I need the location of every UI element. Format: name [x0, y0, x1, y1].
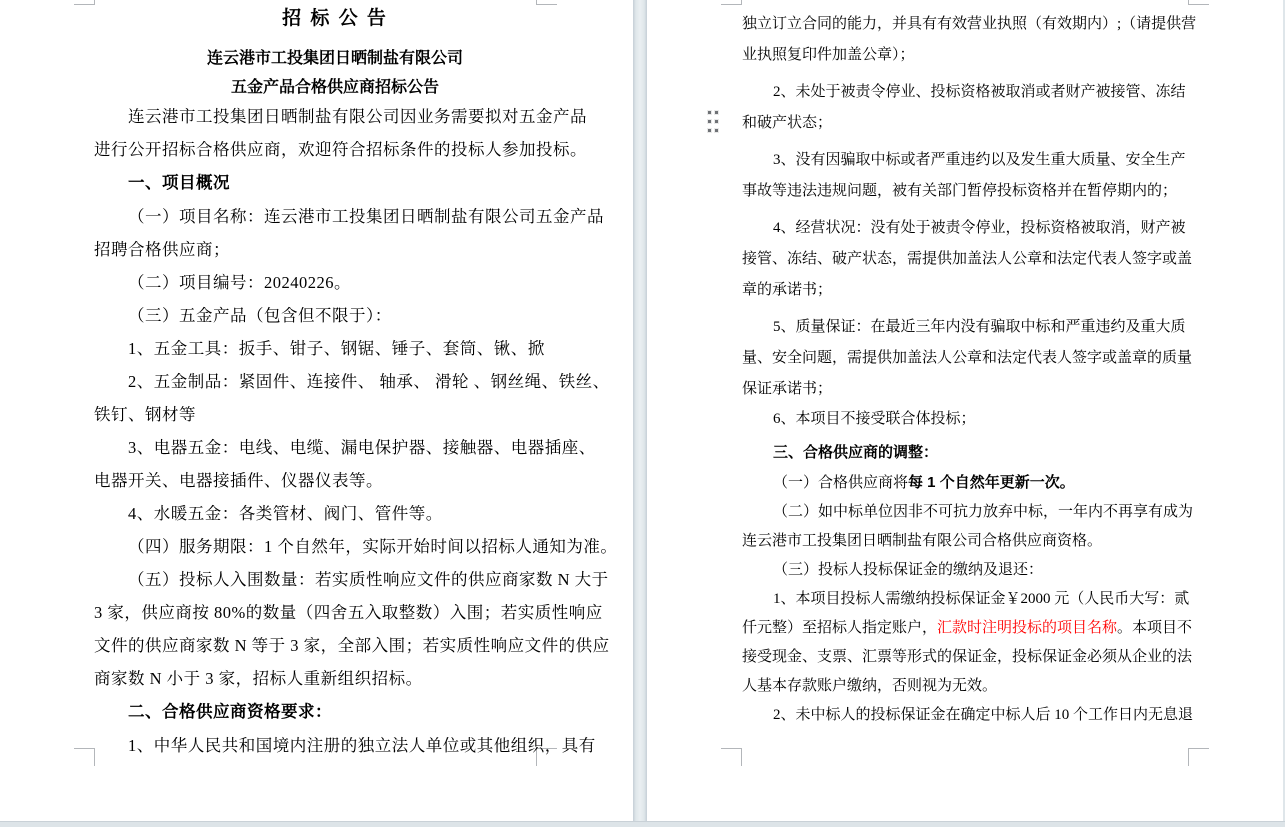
doc-line	[94, 695, 576, 729]
doc-line	[742, 77, 1194, 108]
text-run: 招聘合格供应商；	[94, 240, 230, 259]
paragraph	[94, 530, 618, 563]
doc-line	[742, 701, 1194, 730]
document-title: 招 标 公 告	[282, 8, 388, 29]
paragraph	[94, 266, 576, 299]
text-run: 2、未处于被责令停业、投标资格被取消或者财产被接管、冻结	[773, 84, 1186, 100]
paragraph	[94, 100, 587, 166]
doc-line	[94, 233, 576, 266]
text-run: 事故等违法违规问题，被有关部门暂停投标资格并在暂停期内的；	[742, 183, 1178, 199]
text-run: 独立订立合同的能力，并具有有效营业执照（有效期内）;（请提供营	[742, 16, 1197, 32]
text-run: 接管、冻结、破产状态，需提供加盖法人公章和法定代表人签字或盖	[742, 251, 1193, 267]
drag-dot	[708, 129, 711, 132]
text-run: 人基本存款账户缴纳，否则视为无效。	[742, 678, 998, 694]
paragraph	[94, 332, 576, 365]
text-run: 业执照复印件加盖公章）；	[742, 47, 915, 63]
paragraph	[742, 585, 1194, 701]
doc-line	[742, 213, 1194, 244]
page-gap-divider	[633, 0, 647, 821]
text-run: 章的承诺书；	[742, 282, 833, 298]
workspace-bottom-edge	[0, 821, 1285, 827]
drag-dot	[708, 111, 711, 114]
doc-line	[742, 527, 1194, 556]
text-run: 3、电器五金：电线、电缆、漏电保护器、接触器、电器插座、	[128, 438, 596, 457]
doc-line	[742, 374, 1194, 405]
doc-line	[742, 438, 1194, 468]
page-2-body-lower	[742, 405, 1194, 730]
page-1[interactable]	[0, 0, 633, 821]
paragraph	[94, 166, 576, 200]
drag-dot	[708, 120, 711, 123]
paragraph	[742, 77, 1194, 139]
page-2-text-area	[742, 9, 1197, 730]
document-subtitle-project: 五金产品合格供应商招标公告	[230, 79, 439, 96]
text-run: （二）项目编号：20240226。	[128, 273, 351, 292]
bold-text-run: 二、合格供应商资格要求：	[128, 703, 332, 721]
text-run: 连云港市工投集团日晒制盐有限公司因业务需要拟对五金产品	[128, 107, 587, 126]
doc-line	[94, 166, 576, 200]
paragraph	[94, 563, 610, 695]
doc-line	[94, 662, 576, 695]
text-run: 1、中华人民共和国境内注册的独立法人单位或其他组织，具有	[128, 736, 596, 755]
highlighted-red-text: 汇款时注明投标的项目名称	[937, 620, 1118, 636]
text-run: 文件的供应商家数 N 等于 3 家，全部入围；若实质性响应文件的供应	[94, 636, 610, 655]
doc-line	[94, 200, 604, 233]
doc-line	[742, 343, 1194, 374]
doc-line	[742, 108, 1194, 139]
text-run: 4、经营状况：没有处于被责令停业，投标资格被取消，财产被	[773, 220, 1186, 236]
doc-line	[742, 9, 1197, 40]
paragraph	[94, 200, 604, 266]
text-run: 2、五金制品：紧固件、连接件、 轴承、 滑轮 、钢丝绳、铁丝、	[128, 372, 610, 391]
text-run: 商家数 N 小于 3 家，招标人重新组织招标。	[94, 669, 423, 688]
doc-line	[742, 643, 1194, 672]
page-1-body	[94, 100, 618, 762]
doc-line	[94, 100, 587, 133]
crop-mark-top-left	[74, 0, 95, 5]
page-1-text-area	[94, 0, 618, 762]
doc-line	[742, 275, 1194, 306]
text-run: （一）项目名称：连云港市工投集团日晒制盐有限公司五金产品	[128, 207, 604, 226]
doc-line	[94, 563, 609, 596]
text-run: 仟元整）至招标人指定账户，	[742, 620, 938, 636]
paragraph	[94, 729, 596, 762]
text-run: 铁钉、钢材等	[94, 405, 196, 424]
text-run: 1、本项目投标人需缴纳投标保证金￥2000 元（人民币大写：贰	[773, 591, 1190, 607]
text-run: 连云港市工投集团日晒制盐有限公司合格供应商资格。	[742, 533, 1103, 549]
doc-line	[742, 145, 1194, 176]
paragraph	[742, 438, 1194, 468]
crop-mark-top-left	[721, 0, 742, 5]
paragraph	[742, 498, 1194, 556]
doc-line	[742, 585, 1194, 614]
doc-line	[742, 244, 1194, 275]
text-run: （一）合格供应商将	[773, 475, 909, 491]
text-run: 。本项目不	[1117, 620, 1193, 636]
paragraph	[742, 312, 1194, 405]
drag-dot	[715, 120, 718, 123]
doc-line	[94, 464, 576, 497]
doc-line	[742, 498, 1194, 527]
text-run: 3、没有因骗取中标或者严重违约以及发生重大质量、安全生产	[773, 152, 1186, 168]
doc-line	[94, 497, 576, 530]
doc-line	[94, 365, 610, 398]
text-run: 6、本项目不接受联合体投标；	[773, 411, 976, 427]
doc-line	[742, 614, 1194, 643]
crop-mark-bottom-left	[721, 748, 742, 766]
text-run: （二）如中标单位因非不可抗力放弃中标，一年内不再享有成为	[773, 504, 1194, 520]
paragraph	[94, 431, 596, 497]
document-subtitle-company: 连云港市工投集团日晒制盐有限公司	[206, 50, 463, 67]
doc-line	[742, 312, 1194, 343]
doc-line	[94, 431, 596, 464]
paragraph	[94, 365, 610, 431]
paragraph	[742, 9, 1197, 71]
paragraph	[742, 556, 1194, 585]
doc-line	[94, 596, 603, 629]
paragraph	[742, 468, 1194, 498]
text-run: （四）服务期限：1 个自然年，实际开始时间以招标人通知为准。	[128, 537, 618, 556]
doc-line	[94, 530, 618, 563]
text-run: 进行公开招标合格供应商，欢迎符合招标条件的投标人参加投标。	[94, 140, 587, 159]
text-run: （三）投标人投标保证金的缴纳及退还：	[773, 562, 1044, 578]
text-run: 保证承诺书；	[742, 381, 833, 397]
drag-handle-icon[interactable]	[708, 111, 718, 132]
bold-text-run: 每 1 个自然年更新一次。	[908, 474, 1075, 491]
text-run: 1、五金工具：扳手、钳子、钢锯、锤子、套筒、锹、掀	[128, 339, 545, 358]
doc-line	[94, 398, 576, 431]
page-2-body-upper	[742, 9, 1197, 405]
doc-line	[742, 468, 1194, 498]
crop-mark-top-right	[1188, 0, 1209, 5]
drag-dot	[715, 129, 718, 132]
paragraph	[742, 145, 1194, 207]
paragraph	[742, 213, 1194, 306]
doc-line	[94, 299, 576, 332]
doc-line	[742, 672, 1194, 701]
doc-line	[94, 729, 596, 762]
text-run: 电器开关、电器接插件、仪器仪表等。	[94, 471, 383, 490]
text-run: （三）五金产品（包含但不限于）：	[128, 306, 392, 325]
paragraph	[742, 701, 1194, 730]
text-run: 2、未中标人的投标保证金在确定中标人后 10 个工作日内无息退	[773, 707, 1194, 723]
doc-line	[94, 332, 576, 365]
doc-line	[742, 40, 1194, 71]
text-run: 量、安全问题，需提供加盖法人公章和法定代表人签字或盖章的质量	[742, 350, 1193, 366]
text-run: 接受现金、支票、汇票等形式的保证金，投标保证金必须从企业的法	[742, 649, 1193, 665]
page-2[interactable]	[647, 0, 1283, 821]
bold-text-run: 一、项目概况	[128, 174, 230, 192]
text-run: 3 家，供应商按 80%的数量（四舍五入取整数）入围；若实质性响应	[94, 603, 603, 622]
text-run: 4、水暖五金：各类管材、阀门、管件等。	[128, 504, 443, 523]
doc-line	[742, 405, 1194, 434]
paragraph	[94, 299, 576, 332]
doc-line	[742, 176, 1194, 207]
drag-dot	[715, 111, 718, 114]
crop-mark-bottom-left	[74, 748, 95, 766]
text-run: （五）投标人入围数量：若实质性响应文件的供应商家数 N 大于	[128, 570, 609, 589]
doc-line	[742, 556, 1194, 585]
doc-line	[94, 133, 587, 166]
text-run: 5、质量保证：在最近三年内没有骗取中标和严重违约及重大质	[773, 319, 1186, 335]
bold-text-run: 三、合格供应商的调整：	[773, 444, 939, 461]
paragraph	[94, 497, 576, 530]
crop-mark-bottom-right	[1188, 748, 1209, 766]
paragraph	[94, 695, 576, 729]
paragraph	[742, 405, 1194, 434]
doc-line	[94, 266, 576, 299]
text-run: 和破产状态；	[742, 115, 833, 131]
doc-line	[94, 629, 610, 662]
